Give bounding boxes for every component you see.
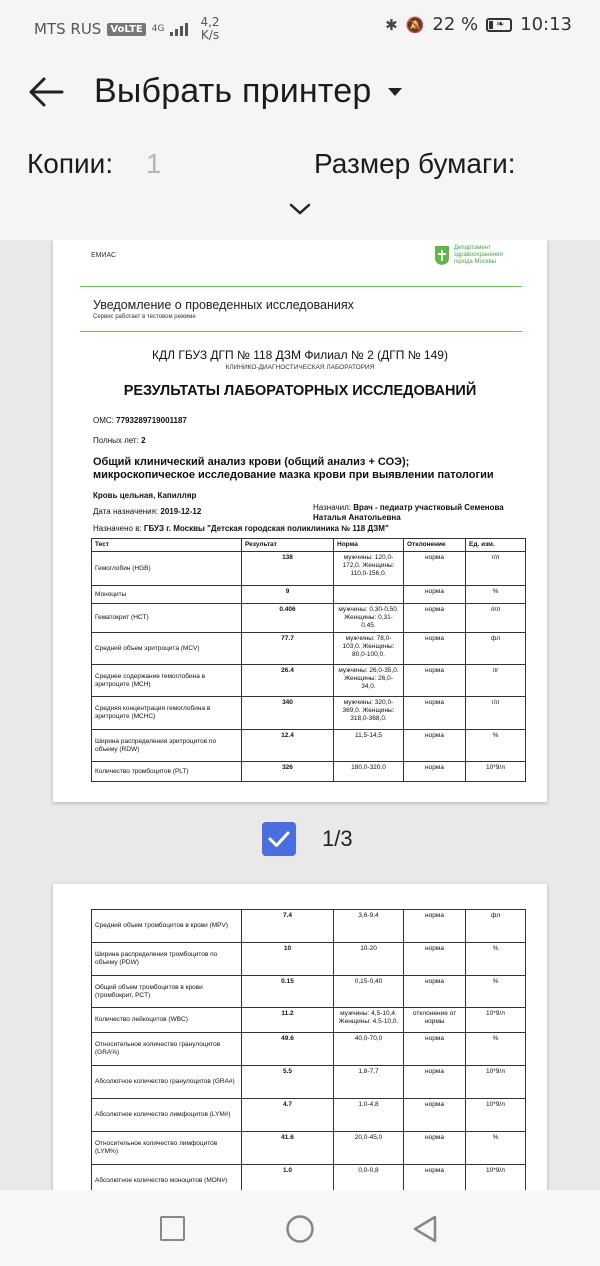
- cell-norm: мужчины: 320,0-369,0. Женщины: 318,0-368,0.: [334, 697, 404, 730]
- moscow-health-emblem-icon: [433, 244, 451, 266]
- table-row: [92, 976, 526, 1008]
- cell-unit: г/л: [466, 697, 526, 730]
- cell-unit: %: [466, 1033, 526, 1066]
- cell-norm: мужчины: 78,0-103,0. Женщины: 80,0-100,0.: [334, 633, 404, 665]
- cell-result: 12.4: [242, 730, 334, 762]
- battery-icon: [486, 18, 512, 32]
- age-value: 2: [141, 436, 146, 445]
- cell-norm: 40,0-70,0: [334, 1033, 404, 1066]
- analysis-title: Общий клинический анализ крови (общий анализ + СОЭ); микроскопическое исследование мазка крови при выявлении патологии: [93, 456, 494, 481]
- cell-unit: 10*9/л: [466, 1165, 526, 1191]
- cell-unit: фл: [466, 910, 526, 943]
- cell-norm: мужчины: 26,0-35,0. Женщины: 26,0-34,0.: [334, 665, 404, 697]
- cell-result: 49.6: [242, 1033, 334, 1066]
- cell-result: 340: [242, 697, 334, 730]
- cell-result: 0.406: [242, 604, 334, 633]
- cell-test: Абсолютное количество гранулоцитов (GRA#): [92, 1066, 242, 1099]
- table-body: [92, 552, 526, 782]
- cell-result: 41.6: [242, 1132, 334, 1165]
- print-preview[interactable]: [0, 240, 600, 1190]
- status-bar: [0, 0, 600, 50]
- date-line: [93, 507, 201, 516]
- table-row: [92, 586, 526, 604]
- page-selector: [0, 812, 600, 872]
- cell-norm: 0,0-0,8: [334, 1165, 404, 1191]
- back-triangle-icon[interactable]: [410, 1214, 440, 1244]
- chevron-down-icon[interactable]: [289, 202, 311, 216]
- cell-unit: 10*9/л: [466, 1008, 526, 1033]
- age-label: Полных лет:: [93, 436, 139, 445]
- back-arrow-icon[interactable]: [28, 76, 64, 108]
- bluetooth-icon: ✱: [385, 15, 398, 34]
- table-row: [92, 1008, 526, 1033]
- cell-unit: %: [466, 1132, 526, 1165]
- dept-name: [454, 245, 503, 266]
- cell-result: 11.2: [242, 1008, 334, 1033]
- network-type: 4G: [151, 23, 165, 34]
- copies-input[interactable]: 1: [146, 148, 162, 179]
- doctor-line: [313, 503, 523, 523]
- cell-norm: мужчины: 4,5-10,4. Женщины: 4,5-10,0.: [334, 1008, 404, 1033]
- recent-apps-icon[interactable]: [160, 1216, 185, 1241]
- signal-icon: [170, 22, 188, 36]
- cell-test: Относительное количество гранулоцитов (GRA%): [92, 1033, 242, 1066]
- printer-select-title[interactable]: Выбрать принтер: [94, 72, 372, 110]
- cell-result: 9: [242, 586, 334, 604]
- cell-test: Абсолютное количество лимфоцитов (LYM#): [92, 1099, 242, 1132]
- cell-deviation: норма: [404, 586, 466, 604]
- speed-unit: K/s: [200, 28, 220, 42]
- cell-norm: 1,0-4,8: [334, 1099, 404, 1132]
- cell-deviation: норма: [404, 910, 466, 943]
- cell-result: 5.5: [242, 1066, 334, 1099]
- cell-test: Гемоглобин (HGB): [92, 552, 242, 586]
- dept-line: города Москвы: [454, 259, 496, 265]
- preview-page-2[interactable]: [53, 884, 547, 1190]
- cell-unit: 10*9/л: [466, 1099, 526, 1132]
- notice-title: Уведомление о проведенных исследованиях: [93, 298, 354, 312]
- cell-deviation: норма: [404, 552, 466, 586]
- cell-unit: л/л: [466, 604, 526, 633]
- cell-norm: 0,15-0,40: [334, 976, 404, 1008]
- table-row: [92, 1099, 526, 1132]
- table-row: [92, 633, 526, 665]
- table-row: [92, 697, 526, 730]
- doctor-label: Назначил:: [313, 503, 352, 512]
- cell-deviation: норма: [404, 665, 466, 697]
- table-row: [92, 1066, 526, 1099]
- cell-unit: пг: [466, 665, 526, 697]
- age-line: [93, 436, 146, 445]
- results-title: РЕЗУЛЬТАТЫ ЛАБОРАТОРНЫХ ИССЛЕДОВАНИЙ: [123, 383, 477, 399]
- cell-deviation: норма: [404, 1033, 466, 1066]
- cell-deviation: норма: [404, 697, 466, 730]
- cell-test: Средняя концентрация гемоглобина в эритроците (MCHC): [92, 697, 242, 730]
- notice-subtitle: Сервис работает в тестовом режиме: [93, 314, 196, 320]
- cell-norm: 11,5-14,5: [334, 730, 404, 762]
- header-deviation: Отклонение: [404, 539, 466, 552]
- cell-unit: %: [466, 976, 526, 1008]
- date-label: Дата назначения:: [93, 507, 159, 516]
- table-row: [92, 665, 526, 697]
- lab-org-sub: КЛИНИКО-ДИАГНОСТИЧЕСКАЯ ЛАБОРАТОРИЯ: [225, 364, 375, 371]
- table-row: [92, 943, 526, 976]
- cell-test: Количество лейкоцитов (WBC): [92, 1008, 242, 1033]
- table-row: [92, 1132, 526, 1165]
- table-row: [92, 910, 526, 943]
- volte-badge: VoLTE: [107, 23, 145, 36]
- copies-label: Копии:: [27, 148, 114, 179]
- cell-test: Моноциты: [92, 586, 242, 604]
- dept-line: здравоохранения: [454, 252, 503, 258]
- network-speed: [200, 16, 219, 42]
- bell-muted-icon: 🔕: [405, 15, 425, 34]
- cell-norm: 10-20: [334, 943, 404, 976]
- lab-org: КДЛ ГБУЗ ДГП № 118 ДЗМ Филиал № 2 (ДГП № 149): [152, 348, 448, 362]
- cell-norm: мужчины: 0,30-0,50. Женщины: 0,31-0,45.: [334, 604, 404, 633]
- cell-norm: 180,0-320,0: [334, 762, 404, 782]
- cell-deviation: норма: [404, 762, 466, 782]
- cell-result: 1.0: [242, 1165, 334, 1191]
- cell-deviation: норма: [404, 1165, 466, 1191]
- table-body: [92, 910, 526, 1191]
- table-row: [92, 730, 526, 762]
- cell-result: 7.4: [242, 910, 334, 943]
- cell-deviation: норма: [404, 604, 466, 633]
- cell-norm: 3,6-9,4: [334, 910, 404, 943]
- speed-value: 4,2: [200, 15, 220, 29]
- cell-norm: 20,0-45,0: [334, 1132, 404, 1165]
- cell-deviation: норма: [404, 730, 466, 762]
- table-row: [92, 762, 526, 782]
- cell-unit: 10*9/л: [466, 762, 526, 782]
- biomaterial: Кровь цельная, Капилляр: [93, 491, 197, 500]
- cell-result: 77.7: [242, 633, 334, 665]
- oms-value: 7793289719001187: [116, 416, 187, 425]
- table-row: [92, 604, 526, 633]
- sent-label: Назначено в:: [93, 524, 142, 533]
- sent-value: ГБУЗ г. Москвы "Детская городская поликлиника № 118 ДЗМ": [143, 524, 389, 533]
- dept-logo: [433, 244, 523, 268]
- cell-norm: 1,8-7,7: [334, 1066, 404, 1099]
- page-indicator: 1/3: [322, 826, 353, 851]
- header-norm: Норма: [334, 539, 404, 552]
- cell-deviation: норма: [404, 976, 466, 1008]
- table-header-row: [92, 539, 526, 552]
- header-result: Результат: [242, 539, 334, 552]
- cell-result: 26.4: [242, 665, 334, 697]
- battery-percent: 22 %: [432, 14, 479, 35]
- cell-unit: %: [466, 586, 526, 604]
- results-table: [91, 538, 526, 782]
- cell-result: 10: [242, 943, 334, 976]
- cell-test: Средний объем эритроцита (MCV): [92, 633, 242, 665]
- cell-norm: мужчины: 120,0-172,0. Женщины: 110,0-156,0.: [334, 552, 404, 586]
- results-table: [91, 909, 526, 1190]
- cell-test: Количество тромбоцитов (PLT): [92, 762, 242, 782]
- home-icon[interactable]: [285, 1214, 315, 1244]
- cell-test: Ширина распределения эритроцитов по объему (RDW): [92, 730, 242, 762]
- cell-test: Гематокрит (HCT): [92, 604, 242, 633]
- cell-test: Ширина распределения тромбоцитов по объему (PDW): [92, 943, 242, 976]
- page-checkbox-checked-icon[interactable]: [262, 822, 296, 856]
- table-row: [92, 552, 526, 586]
- table-row: [92, 1033, 526, 1066]
- cell-result: 138: [242, 552, 334, 586]
- paper-size-label[interactable]: Размер бумаги:: [314, 148, 516, 179]
- cell-result: 0.15: [242, 976, 334, 1008]
- cell-unit: %: [466, 943, 526, 976]
- divider: [80, 286, 522, 287]
- print-header: [0, 50, 600, 240]
- status-right: [385, 14, 572, 35]
- cell-unit: 10*9/л: [466, 1066, 526, 1099]
- sent-line: [93, 524, 389, 533]
- divider: [80, 331, 522, 332]
- cell-deviation: норма: [404, 633, 466, 665]
- cell-unit: %: [466, 730, 526, 762]
- doctor-value: Врач - педиатр участковый Семенова Наталья Анатольевна: [313, 503, 504, 522]
- oms-line: [93, 416, 187, 425]
- leaf-icon: ❧: [496, 18, 505, 30]
- carrier-name: MTS RUS: [34, 20, 102, 38]
- cell-result: 4.7: [242, 1099, 334, 1132]
- table-row: [92, 1165, 526, 1191]
- preview-page-1[interactable]: [53, 240, 547, 802]
- cell-test: Средний объем тромбоцитов в крови (MPV): [92, 910, 242, 943]
- status-left: [34, 16, 220, 42]
- header-test: Тест: [92, 539, 242, 552]
- cell-result: 326: [242, 762, 334, 782]
- cell-norm: [334, 586, 404, 604]
- date-value: 2019-12-12: [160, 507, 202, 516]
- cell-deviation: норма: [404, 943, 466, 976]
- cell-unit: г/л: [466, 552, 526, 586]
- cell-test: Относительное количество лимфоцитов (LYM%): [92, 1132, 242, 1165]
- cell-test: Среднее содержание гемоглобина в эритроците (MCH): [92, 665, 242, 697]
- cell-deviation: отклонение от нормы: [404, 1008, 466, 1033]
- cell-deviation: норма: [404, 1132, 466, 1165]
- clock: 10:13: [520, 14, 572, 35]
- dropdown-caret-icon[interactable]: [388, 88, 402, 96]
- emias-logo: ЕМИАС: [91, 252, 117, 259]
- cell-test: Абсолютное количество моноцитов (MON#): [92, 1165, 242, 1191]
- cell-test: Общий объем тромбоцитов в крови (тромбокрит, PCT): [92, 976, 242, 1008]
- cell-deviation: норма: [404, 1066, 466, 1099]
- oms-label: ОМС:: [93, 416, 114, 425]
- system-nav-bar: [0, 1190, 600, 1266]
- cell-deviation: норма: [404, 1099, 466, 1132]
- header-unit: Ед. изм.: [466, 539, 526, 552]
- dept-line: Департамент: [454, 245, 491, 251]
- cell-unit: фл: [466, 633, 526, 665]
